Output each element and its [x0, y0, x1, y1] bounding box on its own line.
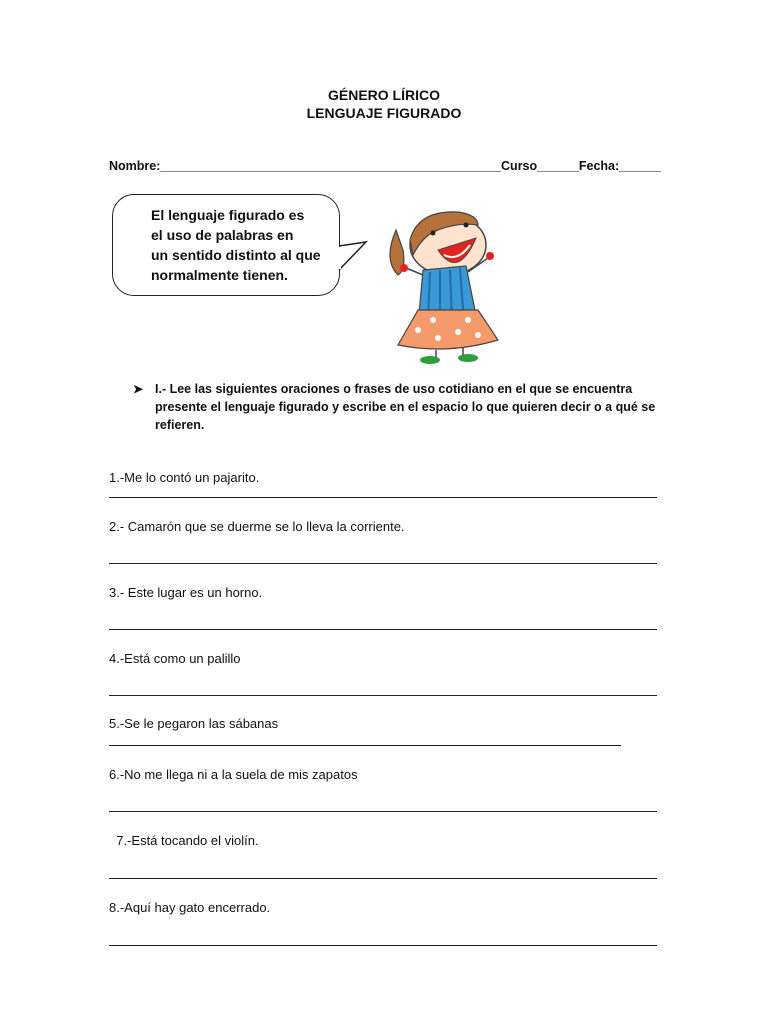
answer-line[interactable] [109, 811, 657, 812]
arrowhead-bullet-icon: ➤ [133, 382, 144, 396]
question-3: 3.- Este lugar es un horno. [109, 585, 263, 600]
student-info-line: Nombre:_________________________________________________Curso______Fecha:______ [109, 159, 661, 173]
bubble-line: El lenguaje figurado es [151, 207, 305, 223]
definition-speech-bubble [112, 194, 340, 296]
document-subtitle: LENGUAJE FIGURADO [306, 105, 462, 121]
question-8: 8.-Aquí hay gato encerrado. [109, 900, 271, 915]
question-6: 6.-No me llega ni a la suela de mis zapatos [109, 767, 358, 782]
answer-line[interactable] [109, 945, 657, 946]
question-2: 2.- Camarón que se duerme se lo lleva la corriente. [109, 519, 405, 534]
question-7: 7.-Está tocando el violín. [109, 833, 259, 848]
bubble-line: normalmente tienen. [151, 267, 288, 283]
happy-girl-illustration [378, 200, 518, 365]
document-title: GÉNERO LÍRICO [327, 87, 440, 103]
answer-line[interactable] [109, 745, 621, 746]
question-5: 5.-Se le pegaron las sábanas [109, 716, 279, 731]
answer-line[interactable] [109, 629, 657, 630]
instruction-text: I.- Lee las siguientes oraciones o frases de uso cotidiano en el que se encuentra presente el lenguaje figurado y escribe en el espacio lo que quieren decir o a qué se refieren. [155, 382, 656, 432]
answer-line[interactable] [109, 563, 657, 564]
instruction-block [135, 380, 665, 434]
speech-bubble-tail-icon [330, 240, 370, 280]
bubble-line: el uso de palabras en [151, 227, 294, 243]
answer-line[interactable] [109, 497, 657, 498]
question-4: 4.-Está como un palillo [109, 651, 241, 666]
answer-line[interactable] [109, 878, 657, 879]
bubble-line: un sentido distinto al que [151, 247, 321, 263]
answer-line[interactable] [109, 695, 657, 696]
question-1: 1.-Me lo contó un pajarito. [109, 470, 260, 485]
